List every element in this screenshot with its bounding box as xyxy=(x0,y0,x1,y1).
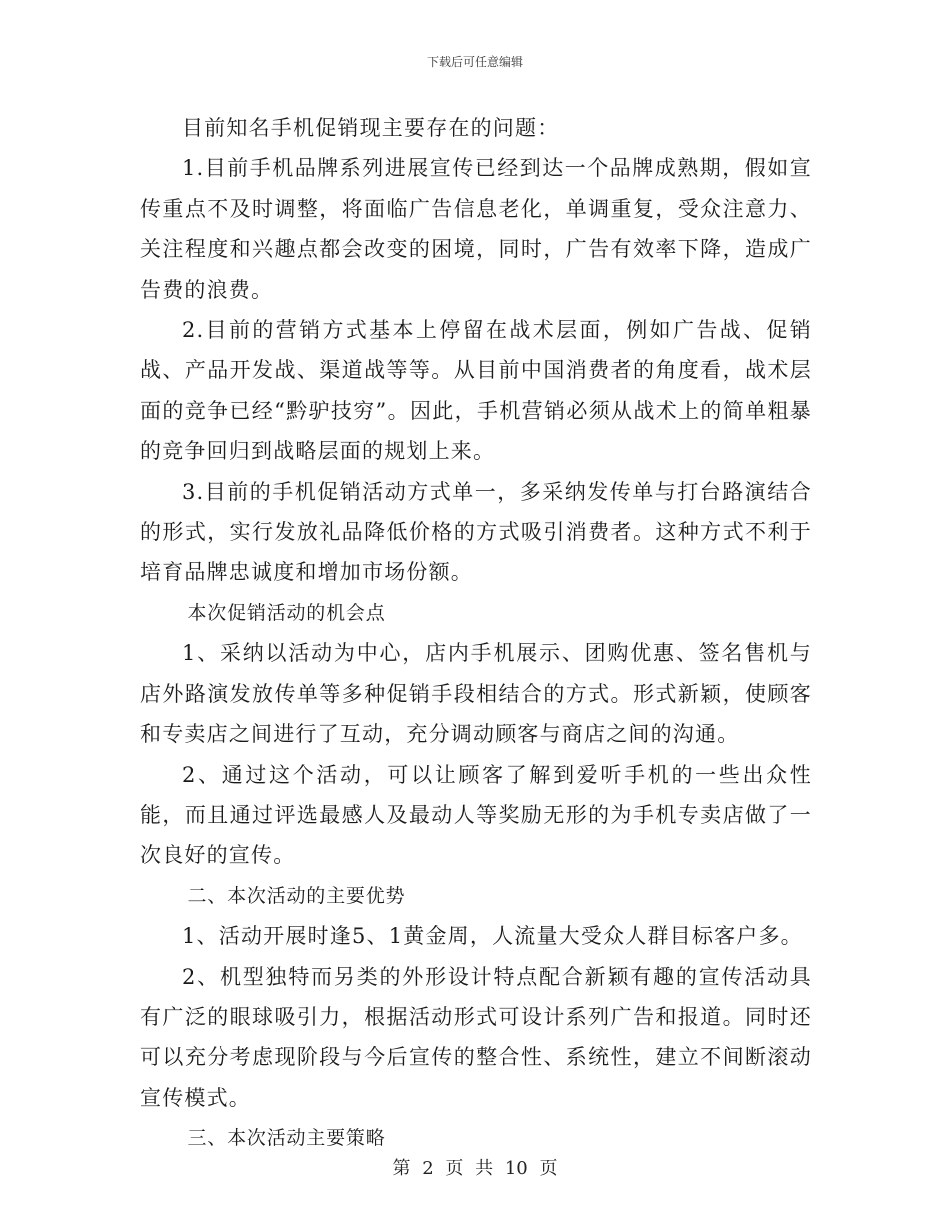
intro-paragraph: 目前知名手机促销现主要存在的问题： xyxy=(182,116,560,140)
opportunity-paragraph-1: 1、采纳以活动为中心，店内手机展示、团购优惠、签名售机与店外路演发放传单等多种促销手段相结合的方式。形式新颖，使顾客和专卖店之间进行了互动，充分调动顾客与商店之间的沟通。 xyxy=(140,641,812,747)
page-number-footer: 第 2 页 共 10 页 xyxy=(392,1158,558,1179)
problem-paragraph-1: 1.目前手机品牌系列进展宣传已经到达一个品牌成熟期，假如宣传重点不及时调整，将面临广告信息老化，单调重复，受众注意力、关注程度和兴趣点都会改变的困境，同时，广告有效率下降，造成广告费的浪费。 xyxy=(140,156,812,302)
section-heading-advantages: 二、本次活动的主要优势 xyxy=(187,884,406,907)
opportunity-paragraph-2: 2、通过这个活动，可以让顾客了解到爱听手机的一些出众性能，而且通过评选最感人及最动人等奖励无形的为手机专卖店做了一次良好的宣传。 xyxy=(140,762,812,868)
document-body xyxy=(140,108,812,1159)
page-header-note: 下载后可任意编辑 xyxy=(426,55,523,69)
advantage-paragraph-2: 2、机型独特而另类的外形设计特点配合新颖有趣的宣传活动具有广泛的眼球吸引力，根据活动形式可设计系列广告和报道。同时还可以充分考虑现阶段与今后宣传的整合性、系统性，建立不间断滚动宣传模式。 xyxy=(140,964,812,1110)
problem-paragraph-2: 2.目前的营销方式基本上停留在战术层面，例如广告战、促销战、产品开发战、渠道战等等。从目前中国消费者的角度看，战术层面的竞争已经“黔驴技穷”。因此，手机营销必须从战术上的简单粗暴的竞争回归到战略层面的规划上来。 xyxy=(140,318,812,464)
section-heading-opportunities: 本次促销活动的机会点 xyxy=(187,601,386,624)
problem-paragraph-3: 3.目前的手机促销活动方式单一，多采纳发传单与打台路演结合的形式，实行发放礼品降低价格的方式吸引消费者。这种方式不利于培育品牌忠诚度和增加市场份额。 xyxy=(140,479,812,585)
advantage-paragraph-1: 1、活动开展时逢5、1黄金周，人流量大受众人群目标客户多。 xyxy=(182,924,803,949)
section-heading-strategy: 三、本次活动主要策略 xyxy=(187,1127,386,1150)
